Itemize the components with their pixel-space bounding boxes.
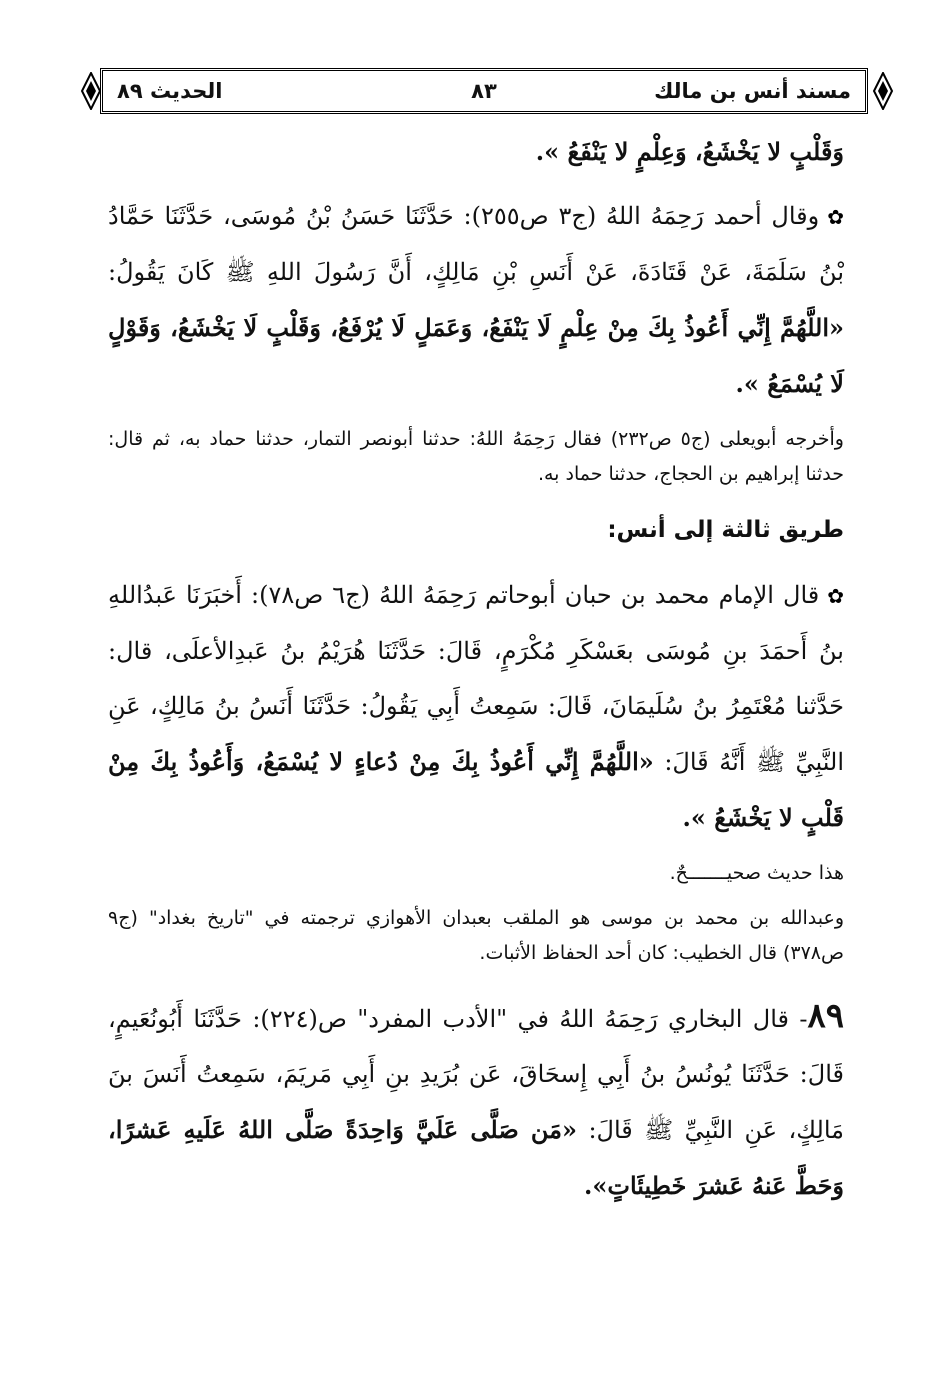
header-ornament-left-icon (80, 72, 102, 110)
grading-note: هذا حديث صحيـــــــحٌ. (669, 862, 844, 884)
paragraph-ibn-hibban (108, 568, 844, 846)
hadith-matn: «مَن صَلَّى عَلَيَّ وَاحِدَةً صَلَّى اللهُ عَلَيهِ عَشرًا، وَحَطَّ عَنهُ عَشرَ خَطِيئَاتٍ». (108, 1115, 844, 1200)
flower-bullet-icon: ✿ (827, 584, 844, 608)
page-body (108, 124, 844, 1214)
header-hadith-number: الحديث ٨٩ (117, 79, 223, 103)
isnad-text: وقال أحمد رَحِمَهُ اللهُ (ج٣ ص٢٥٥): حَدَّثَنَا حَسَنُ بْنُ مُوسَى، حَدَّثَنَا حَمَّادُ بْنُ سَلَمَةَ، عَنْ قَتَادَةَ، عَنْ أَنَسِ بْنِ مَالِكٍ، أَنَّ رَسُولَ اللهِ ﷺ كَانَ يَقُولُ: (108, 202, 844, 286)
isnad-text: قال الإمام محمد بن حبان أبوحاتم رَحِمَهُ اللهُ (ج٦ ص٧٨): أَخبَرَنَا عَبدُاللهِ بنُ أَحمَدَ بنِ مُوسَى بعَسْكَرِ مُكْرَمٍ، قَالَ: حَدَّثَنَا هُرَيْمُ بنُ عَبدِالأعلَى، قال: حَدَّثنا مُعْتَمِرُ بنُ سُلَيمَانَ، قَالَ: سَمِعتُ أَبِي يَقُولُ: حَدَّثَنَا أَنَسُ بنُ مَالِكٍ، عَنِ النَّبِيِّ ﷺ أَنَّهُ قَالَ: (108, 581, 844, 776)
footnote-abu-yala: وأخرجه أبويعلى (ج٥ ص٢٣٢) فقال رَحِمَهُ اللهُ: حدثنا أبونصر التمار، حدثنا حماد به، ثم قال: حدثنا إبراهيم بن الحجاج، حدثنا حماد به. (108, 428, 844, 485)
hadith-matn: «اللَّهُمَّ إِنِّي أَعُوذُ بِكَ مِنْ عِلْمٍ لَا يَنْفَعُ، وَعَمَلٍ لَا يُرْفَعُ، وَقَلْبٍ لَا يَخْشَعُ، وَقَوْلٍ لَا يُسْمَعُ ». (108, 313, 844, 398)
hadith-number: ٨٩ (807, 996, 844, 1036)
flower-bullet-icon: ✿ (827, 205, 845, 229)
hadith-matn: «اللَّهُمَّ إِنِّي أَعُوذُ بِكَ مِنْ دُعاءٍ لا يُسْمَعُ، وَأَعُوذُ بِكَ مِنْ قَلْبٍ لا يَخْشَعُ ». (108, 747, 844, 832)
section-heading: طريق ثالثة إلى أنس: (607, 517, 844, 543)
header-title: مسند أنس بن مالك (654, 79, 851, 103)
paragraph-continuation: وَقَلْبٍ لا يَخْشَعُ، وَعِلْمٍ لا يَنْفَعُ ». (535, 137, 844, 166)
isnad-text: - قال البخاري رَحِمَهُ اللهُ في "الأدب المفرد" ص(٢٢٤): حَدَّثَنَا أَبُونُعَيمٍ، قَالَ: حَدَّثَنَا يُونُسُ بنُ أَبِي إِسحَاقَ، عَن بُرَيدِ بنِ أَبِي مَريَمَ، سَمِعتُ أَنَسَ بنَ مَالِكٍ، عَنِ النَّبِيِّ ﷺ قَالَ: (108, 1005, 845, 1144)
header-ornament-right-icon (872, 72, 894, 110)
running-header (100, 68, 868, 114)
paragraph-ahmad (108, 189, 844, 412)
footnote-abdan: وعبدالله بن محمد بن موسى هو الملقب بعبدان الأهوازي ترجمته في "تاريخ بغداد" (ج٩ ص٣٧٨) قال الخطيب: كان أحد الحفاظ الأثبات. (108, 907, 844, 964)
hadith-89 (108, 989, 844, 1214)
page-number: ٨٣ (471, 79, 497, 103)
